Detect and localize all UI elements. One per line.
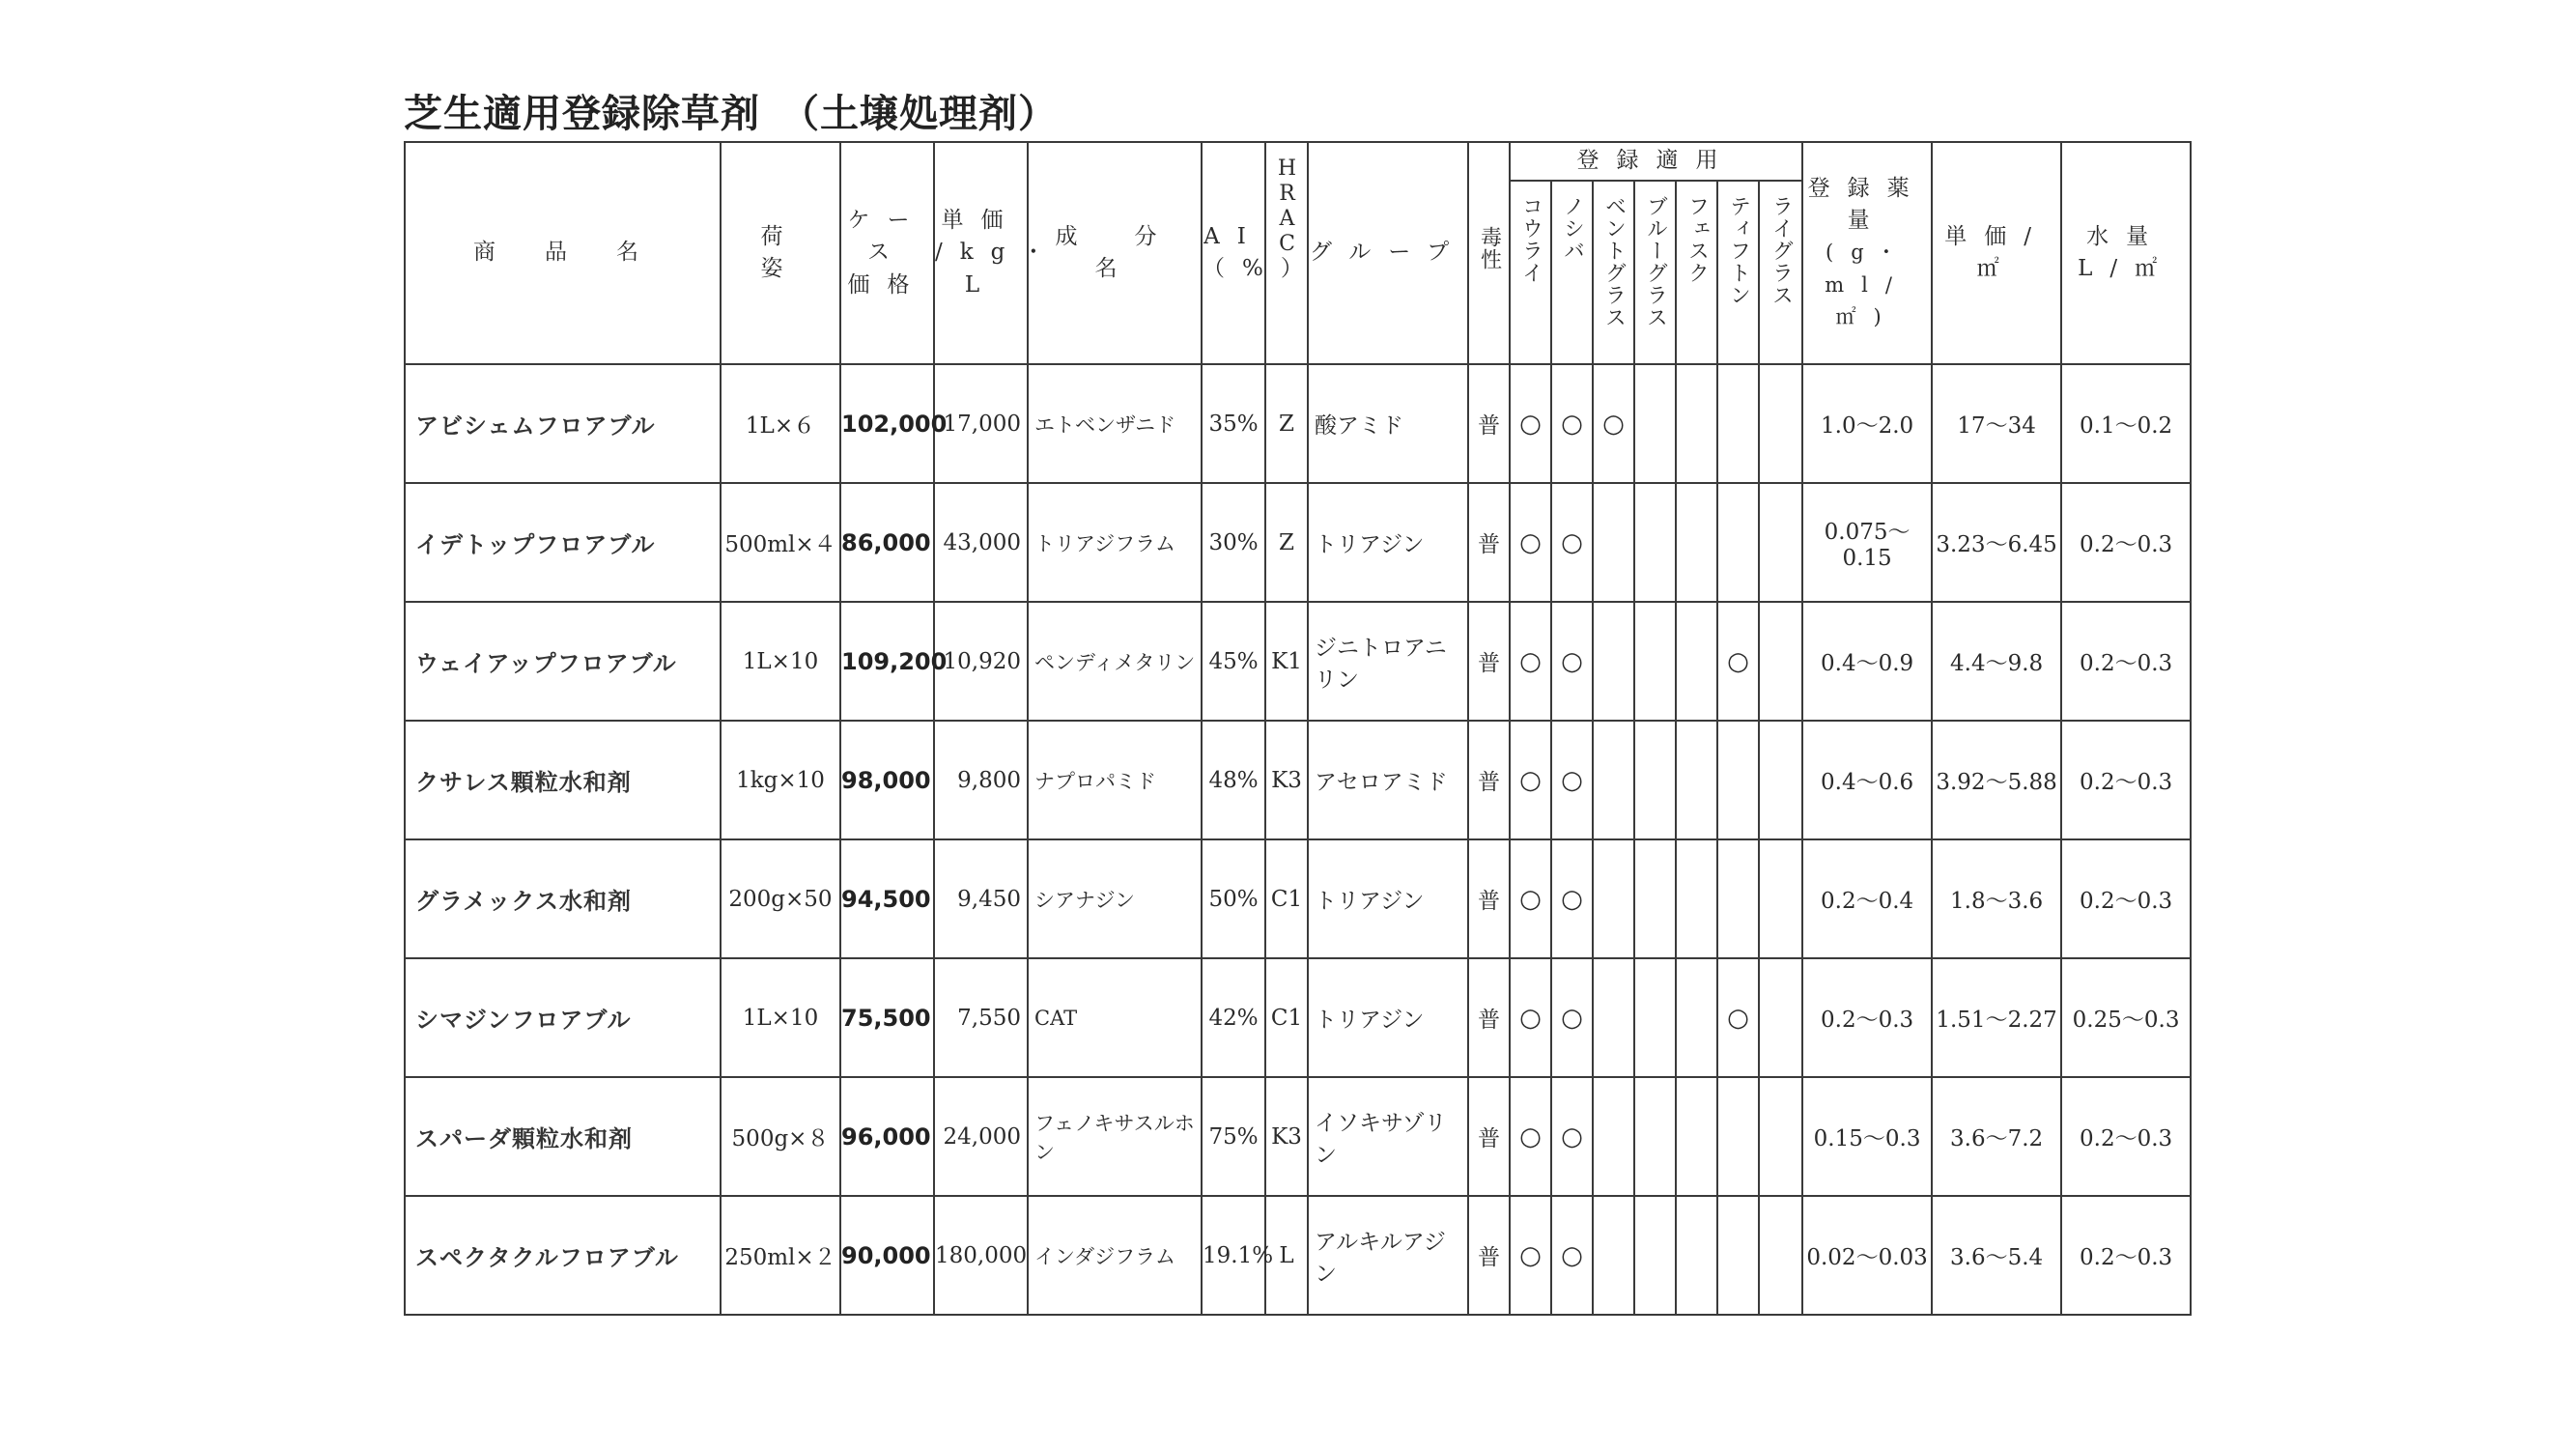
registration-mark-cell <box>1759 1077 1802 1196</box>
product-name-cell: スペクタクルフロアブル <box>405 1196 721 1315</box>
ingredient-cell: トリアジフラム <box>1028 483 1202 602</box>
ai-percent-cell: 45% <box>1202 602 1265 721</box>
case-price-cell: 90,000 <box>840 1196 934 1315</box>
registration-mark-cell <box>1759 364 1802 483</box>
header-ai-line2: （%） <box>1203 256 1320 281</box>
unit-price-cell: 43,000 <box>934 483 1028 602</box>
table-body <box>405 364 2191 1315</box>
header-toxicity <box>1468 142 1510 364</box>
ingredient-cell: ナプロパミド <box>1028 721 1202 839</box>
page-title: 芝生適用登録除草剤 （土壌処理剤） <box>404 92 1058 136</box>
registration-mark-cell: ○ <box>1510 721 1551 839</box>
table-row <box>405 721 2191 839</box>
header-unit-price-line2: /kg・L <box>935 240 1062 298</box>
registration-mark-cell <box>1676 483 1717 602</box>
header-package: 荷 姿 <box>721 142 840 364</box>
header-water: 水量L/㎡ <box>2061 142 2191 364</box>
package-cell: 500g×８ <box>721 1077 840 1196</box>
ai-percent-cell: 30% <box>1202 483 1265 602</box>
registration-mark-cell <box>1759 839 1802 958</box>
registration-mark-cell: ○ <box>1551 958 1593 1077</box>
unit-price-cell: 180,000 <box>934 1196 1028 1315</box>
chemical-group-cell: アセロアミド <box>1308 721 1468 839</box>
registration-mark-cell: ○ <box>1551 839 1593 958</box>
registration-mark-cell <box>1676 1077 1717 1196</box>
ingredient-cell: CAT <box>1028 958 1202 1077</box>
registration-mark-cell <box>1676 839 1717 958</box>
chemical-group-cell: トリアジン <box>1308 483 1468 602</box>
registration-mark-cell: ○ <box>1510 958 1551 1077</box>
chemical-group-cell: ジニトロアニリン <box>1308 602 1468 721</box>
dose-cell: 0.4～0.6 <box>1802 721 1932 839</box>
ingredient-cell: シアナジン <box>1028 839 1202 958</box>
registration-mark-cell <box>1717 364 1759 483</box>
registration-mark-cell: ○ <box>1551 721 1593 839</box>
registration-mark-cell: ○ <box>1551 483 1593 602</box>
header-turf-noshiba-text: ノシバ <box>1560 195 1585 262</box>
registration-mark-cell <box>1676 602 1717 721</box>
product-name-cell: グラメックス水和剤 <box>405 839 721 958</box>
header-unit-price-line1: 単価 <box>941 207 1021 233</box>
table-row <box>405 364 2191 483</box>
registration-mark-cell: ○ <box>1593 364 1634 483</box>
water-volume-cell: 0.2～0.3 <box>2061 602 2191 721</box>
registration-mark-cell <box>1759 602 1802 721</box>
registration-mark-cell <box>1634 1077 1676 1196</box>
registration-mark-cell <box>1593 839 1634 958</box>
registration-mark-cell <box>1634 839 1676 958</box>
hrac-code-cell: L <box>1265 1196 1308 1315</box>
price-per-m2-cell: 3.6～7.2 <box>1932 1077 2061 1196</box>
header-group: グループ <box>1308 142 1468 364</box>
table-row <box>405 839 2191 958</box>
case-price-cell: 86,000 <box>840 483 934 602</box>
header-price-per-m2: 単価/㎡ <box>1932 142 2061 364</box>
table-row <box>405 602 2191 721</box>
registration-mark-cell <box>1759 1196 1802 1315</box>
toxicity-cell: 普 <box>1468 1077 1510 1196</box>
dose-cell: 0.2～0.3 <box>1802 958 1932 1077</box>
toxicity-cell: 普 <box>1468 483 1510 602</box>
header-turf-fescue-text: フェスク <box>1684 195 1710 284</box>
header-turf-bentgrass-text: ベントグラス <box>1601 195 1627 328</box>
product-name-cell: スパーダ顆粒水和剤 <box>405 1077 721 1196</box>
registration-mark-cell <box>1593 483 1634 602</box>
water-volume-cell: 0.2～0.3 <box>2061 839 2191 958</box>
header-case-price-line1: ケース <box>847 207 927 266</box>
water-volume-cell: 0.25～0.3 <box>2061 958 2191 1077</box>
registration-mark-cell: ○ <box>1717 602 1759 721</box>
package-cell: 250ml×２ <box>721 1196 840 1315</box>
header-case-price <box>840 142 934 364</box>
case-price-cell: 94,500 <box>840 839 934 958</box>
product-name-cell: クサレス顆粒水和剤 <box>405 721 721 839</box>
header-turf-bluegrass-text: ブルーグラス <box>1643 195 1668 328</box>
toxicity-cell: 普 <box>1468 958 1510 1077</box>
chemical-group-cell: トリアジン <box>1308 958 1468 1077</box>
package-cell: 1L×６ <box>721 364 840 483</box>
registration-mark-cell <box>1759 483 1802 602</box>
product-name-cell: アビシェムフロアブル <box>405 364 721 483</box>
registration-mark-cell <box>1717 1196 1759 1315</box>
header-turf-ryegrass-text: ライグラス <box>1769 195 1794 306</box>
header-turf-bentgrass <box>1593 181 1634 364</box>
water-volume-cell: 0.2～0.3 <box>2061 1077 2191 1196</box>
header-dose <box>1802 142 1932 364</box>
header-turf-bluegrass <box>1634 181 1676 364</box>
chemical-group-cell: アルキルアジン <box>1308 1196 1468 1315</box>
unit-price-cell: 9,800 <box>934 721 1028 839</box>
unit-price-cell: 24,000 <box>934 1077 1028 1196</box>
toxicity-cell: 普 <box>1468 839 1510 958</box>
dose-cell: 0.15～0.3 <box>1802 1077 1932 1196</box>
water-volume-cell: 0.2～0.3 <box>2061 1196 2191 1315</box>
registration-mark-cell <box>1717 1077 1759 1196</box>
registration-mark-cell <box>1717 721 1759 839</box>
registration-mark-cell <box>1593 602 1634 721</box>
registration-mark-cell: ○ <box>1510 483 1551 602</box>
water-volume-cell: 0.1～0.2 <box>2061 364 2191 483</box>
header-dose-line1: 登録薬量 <box>1807 175 1927 233</box>
dose-cell: 0.4～0.9 <box>1802 602 1932 721</box>
toxicity-cell: 普 <box>1468 364 1510 483</box>
header-turf-korai <box>1510 181 1551 364</box>
registration-mark-cell: ○ <box>1551 364 1593 483</box>
chemical-group-cell: イソキサゾリン <box>1308 1077 1468 1196</box>
header-dose-line2: (g･ml/㎡) <box>1825 241 1910 329</box>
ai-percent-cell: 48% <box>1202 721 1265 839</box>
header-turf-korai-text: コウライ <box>1518 195 1543 284</box>
water-volume-cell: 0.2～0.3 <box>2061 721 2191 839</box>
hrac-code-cell: C1 <box>1265 839 1308 958</box>
unit-price-cell: 10,920 <box>934 602 1028 721</box>
header-unit-price <box>934 142 1062 364</box>
table-row <box>405 1077 2191 1196</box>
hrac-code-cell: Z <box>1265 364 1308 483</box>
toxicity-cell: 普 <box>1468 721 1510 839</box>
unit-price-cell: 9,450 <box>934 839 1028 958</box>
chemical-group-cell: トリアジン <box>1308 839 1468 958</box>
table-row <box>405 1196 2191 1315</box>
package-cell: 500ml×４ <box>721 483 840 602</box>
header-turf-tifton <box>1717 181 1759 364</box>
price-per-m2-cell: 3.6～5.4 <box>1932 1196 2061 1315</box>
registration-mark-cell <box>1717 839 1759 958</box>
registration-mark-cell: ○ <box>1510 364 1551 483</box>
registration-mark-cell <box>1676 364 1717 483</box>
water-volume-cell: 0.2～0.3 <box>2061 483 2191 602</box>
registration-mark-cell <box>1676 958 1717 1077</box>
registration-mark-cell <box>1676 1196 1717 1315</box>
toxicity-cell: 普 <box>1468 602 1510 721</box>
dose-cell: 0.075～0.15 <box>1802 483 1932 602</box>
ingredient-cell: フェノキサスルホン <box>1028 1077 1202 1196</box>
ingredient-cell: エトベンザニド <box>1028 364 1202 483</box>
registration-mark-cell <box>1634 721 1676 839</box>
header-case-price-line2: 価格 <box>847 271 927 298</box>
ai-percent-cell: 42% <box>1202 958 1265 1077</box>
hrac-code-cell: C1 <box>1265 958 1308 1077</box>
chemical-group-cell: 酸アミド <box>1308 364 1468 483</box>
registration-mark-cell <box>1593 721 1634 839</box>
product-name-cell: シマジンフロアブル <box>405 958 721 1077</box>
price-per-m2-cell: 1.51～2.27 <box>1932 958 2061 1077</box>
registration-mark-cell: ○ <box>1510 602 1551 721</box>
header-hrac <box>1265 142 1308 364</box>
registration-mark-cell: ○ <box>1717 958 1759 1077</box>
registration-mark-cell: ○ <box>1510 1196 1551 1315</box>
registration-mark-cell <box>1593 1077 1634 1196</box>
case-price-cell: 98,000 <box>840 721 934 839</box>
registration-mark-cell <box>1593 958 1634 1077</box>
registration-mark-cell <box>1634 958 1676 1077</box>
package-cell: 1kg×10 <box>721 721 840 839</box>
price-per-m2-cell: 3.92～5.88 <box>1932 721 2061 839</box>
dose-cell: 0.02～0.03 <box>1802 1196 1932 1315</box>
case-price-cell: 75,500 <box>840 958 934 1077</box>
case-price-cell: 96,000 <box>840 1077 934 1196</box>
ingredient-cell: ペンディメタリン <box>1028 602 1202 721</box>
hrac-code-cell: Z <box>1265 483 1308 602</box>
header-registration: 登録適用 <box>1510 142 1802 181</box>
header-ai-line1: AI <box>1203 223 1263 249</box>
dose-cell: 0.2～0.4 <box>1802 839 1932 958</box>
registration-mark-cell: ○ <box>1551 602 1593 721</box>
header-toxicity-text: 毒性 <box>1477 225 1502 270</box>
registration-mark-cell: ○ <box>1510 1077 1551 1196</box>
package-cell: 1L×10 <box>721 958 840 1077</box>
registration-mark-cell: ○ <box>1551 1077 1593 1196</box>
header-ingredient: 成 分 名 <box>1028 142 1202 364</box>
registration-mark-cell <box>1759 958 1802 1077</box>
ai-percent-cell: 75% <box>1202 1077 1265 1196</box>
registration-mark-cell <box>1634 364 1676 483</box>
case-price-cell: 102,000 <box>840 364 934 483</box>
header-turf-noshiba <box>1551 181 1593 364</box>
product-name-cell: ウェイアップフロアブル <box>405 602 721 721</box>
hrac-code-cell: K3 <box>1265 721 1308 839</box>
price-per-m2-cell: 3.23～6.45 <box>1932 483 2061 602</box>
table-row <box>405 483 2191 602</box>
registration-mark-cell <box>1717 483 1759 602</box>
hrac-code-cell: K1 <box>1265 602 1308 721</box>
dose-cell: 1.0～2.0 <box>1802 364 1932 483</box>
herbicide-table <box>404 141 2192 1316</box>
registration-mark-cell <box>1634 483 1676 602</box>
hrac-code-cell: K3 <box>1265 1077 1308 1196</box>
header-name: 商 品 名 <box>405 142 721 364</box>
price-per-m2-cell: 17～34 <box>1932 364 2061 483</box>
case-price-cell: 109,200 <box>840 602 934 721</box>
ai-percent-cell: 19.1% <box>1202 1196 1265 1315</box>
registration-mark-cell <box>1634 1196 1676 1315</box>
header-hrac-text: HRAC <box>1275 156 1299 257</box>
registration-mark-cell: ○ <box>1510 839 1551 958</box>
registration-mark-cell: ○ <box>1551 1196 1593 1315</box>
registration-mark-cell <box>1759 721 1802 839</box>
unit-price-cell: 7,550 <box>934 958 1028 1077</box>
ingredient-cell: インダジフラム <box>1028 1196 1202 1315</box>
product-name-cell: イデトップフロアブル <box>405 483 721 602</box>
table-row <box>405 958 2191 1077</box>
price-per-m2-cell: 1.8～3.6 <box>1932 839 2061 958</box>
registration-mark-cell <box>1634 602 1676 721</box>
package-cell: 200g×50 <box>721 839 840 958</box>
registration-mark-cell <box>1676 721 1717 839</box>
ai-percent-cell: 35% <box>1202 364 1265 483</box>
unit-price-cell: 17,000 <box>934 364 1028 483</box>
price-per-m2-cell: 4.4～9.8 <box>1932 602 2061 721</box>
toxicity-cell: 普 <box>1468 1196 1510 1315</box>
registration-mark-cell <box>1593 1196 1634 1315</box>
package-cell: 1L×10 <box>721 602 840 721</box>
header-turf-ryegrass <box>1759 181 1802 364</box>
ai-percent-cell: 50% <box>1202 839 1265 958</box>
header-turf-fescue <box>1676 181 1717 364</box>
header-turf-tifton-text: ティフトン <box>1726 195 1751 306</box>
